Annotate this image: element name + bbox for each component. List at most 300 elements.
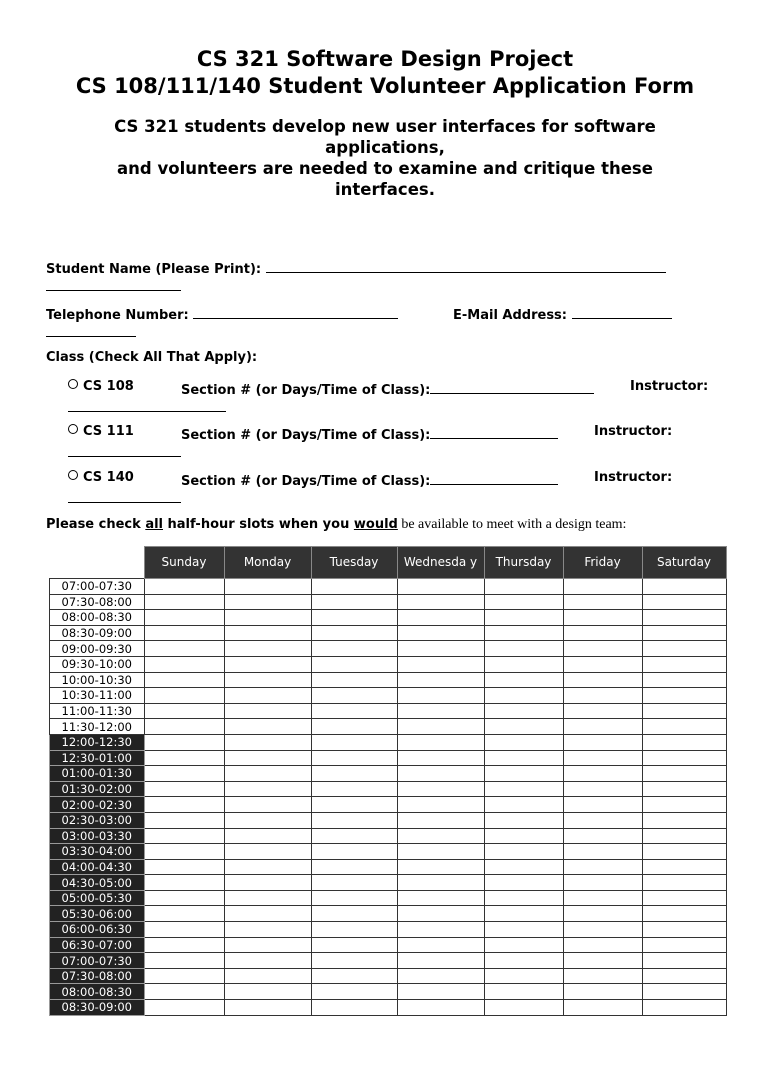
availability-cell[interactable] <box>397 953 484 969</box>
instructions-part-3: be available to meet with a design team: <box>397 517 627 532</box>
availability-cell[interactable] <box>484 688 563 704</box>
time-slot-label: 05:30-06:00 <box>50 906 145 922</box>
availability-cell[interactable] <box>224 750 311 766</box>
table-row <box>50 1000 727 1016</box>
availability-cell[interactable] <box>311 922 397 938</box>
table-row <box>50 750 727 766</box>
table-row <box>50 812 727 828</box>
availability-cell[interactable] <box>224 688 311 704</box>
telephone-field[interactable] <box>193 304 398 319</box>
table-row <box>50 781 727 797</box>
availability-cell[interactable] <box>642 610 726 626</box>
availability-cell[interactable] <box>144 844 224 860</box>
availability-cell[interactable] <box>642 703 726 719</box>
availability-table <box>49 546 727 1016</box>
availability-cell[interactable] <box>397 890 484 906</box>
availability-cell[interactable] <box>144 1000 224 1016</box>
availability-cell[interactable] <box>484 781 563 797</box>
availability-cell[interactable] <box>642 750 726 766</box>
table-row <box>50 859 727 875</box>
availability-cell[interactable] <box>311 625 397 641</box>
instructor-label-cs108: Instructor: <box>630 379 709 394</box>
availability-cell[interactable] <box>642 781 726 797</box>
form-title <box>0 46 770 100</box>
availability-cell[interactable] <box>397 875 484 891</box>
availability-cell[interactable] <box>224 984 311 1000</box>
form-subtitle <box>75 116 695 200</box>
availability-cell[interactable] <box>642 579 726 595</box>
availability-cell[interactable] <box>563 625 642 641</box>
section-label-cs108: Section # (or Days/Time of Class): <box>181 383 431 398</box>
class-name-cs140: CS 140 <box>83 470 134 485</box>
availability-cell[interactable] <box>144 579 224 595</box>
availability-cell[interactable] <box>144 937 224 953</box>
day-header: Sunday <box>144 547 224 579</box>
availability-cell[interactable] <box>224 579 311 595</box>
availability-cell[interactable] <box>563 953 642 969</box>
table-row <box>50 703 727 719</box>
table-row <box>50 594 727 610</box>
student-name-row <box>46 258 666 277</box>
availability-cell[interactable] <box>642 672 726 688</box>
availability-cell[interactable] <box>642 656 726 672</box>
availability-cell[interactable] <box>642 953 726 969</box>
availability-cell[interactable] <box>144 906 224 922</box>
availability-cell[interactable] <box>397 797 484 813</box>
student-name-field[interactable] <box>266 258 666 273</box>
availability-cell[interactable] <box>397 844 484 860</box>
table-row <box>50 688 727 704</box>
availability-cell[interactable] <box>642 766 726 782</box>
availability-cell[interactable] <box>563 688 642 704</box>
availability-cell[interactable] <box>397 594 484 610</box>
availability-cell[interactable] <box>144 859 224 875</box>
availability-cell[interactable] <box>642 922 726 938</box>
availability-cell[interactable] <box>144 890 224 906</box>
availability-cell[interactable] <box>563 922 642 938</box>
availability-cell[interactable] <box>563 875 642 891</box>
availability-cell[interactable] <box>563 968 642 984</box>
availability-cell[interactable] <box>397 734 484 750</box>
time-slot-label: 06:30-07:00 <box>50 937 145 953</box>
availability-cell[interactable] <box>224 734 311 750</box>
time-slot-label: 08:30-09:00 <box>50 1000 145 1016</box>
availability-cell[interactable] <box>397 579 484 595</box>
time-slot-label: 06:00-06:30 <box>50 922 145 938</box>
class-option-cs140[interactable] <box>68 470 134 485</box>
availability-cell[interactable] <box>224 859 311 875</box>
availability-cell[interactable] <box>311 859 397 875</box>
availability-cell[interactable] <box>484 844 563 860</box>
availability-cell[interactable] <box>563 890 642 906</box>
availability-cell[interactable] <box>484 594 563 610</box>
availability-cell[interactable] <box>311 766 397 782</box>
availability-cell[interactable] <box>144 781 224 797</box>
availability-cell[interactable] <box>311 656 397 672</box>
class-option-cs111[interactable] <box>68 424 134 439</box>
section-field-cs140[interactable] <box>430 470 558 485</box>
availability-cell[interactable] <box>311 719 397 735</box>
availability-cell[interactable] <box>484 656 563 672</box>
availability-cell[interactable] <box>642 734 726 750</box>
availability-cell[interactable] <box>397 610 484 626</box>
availability-cell[interactable] <box>311 641 397 657</box>
availability-cell[interactable] <box>397 859 484 875</box>
availability-cell[interactable] <box>484 797 563 813</box>
availability-cell[interactable] <box>311 797 397 813</box>
availability-cell[interactable] <box>484 828 563 844</box>
availability-cell[interactable] <box>397 766 484 782</box>
availability-cell[interactable] <box>563 579 642 595</box>
availability-cell[interactable] <box>397 828 484 844</box>
availability-cell[interactable] <box>397 625 484 641</box>
availability-cell[interactable] <box>484 953 563 969</box>
email-row <box>453 304 672 323</box>
availability-cell[interactable] <box>311 610 397 626</box>
availability-cell[interactable] <box>484 625 563 641</box>
availability-cell[interactable] <box>144 968 224 984</box>
availability-cell[interactable] <box>311 812 397 828</box>
availability-cell[interactable] <box>563 1000 642 1016</box>
availability-cell[interactable] <box>144 766 224 782</box>
availability-cell[interactable] <box>311 890 397 906</box>
radio-icon[interactable] <box>68 470 78 480</box>
table-row <box>50 656 727 672</box>
time-slot-label: 04:00-04:30 <box>50 859 145 875</box>
table-row <box>50 734 727 750</box>
availability-cell[interactable] <box>563 937 642 953</box>
availability-cell[interactable] <box>563 656 642 672</box>
availability-cell[interactable] <box>563 734 642 750</box>
availability-cell[interactable] <box>397 1000 484 1016</box>
time-slot-label: 02:00-02:30 <box>50 797 145 813</box>
time-slot-label: 10:30-11:00 <box>50 688 145 704</box>
time-slot-label: 07:00-07:30 <box>50 953 145 969</box>
day-header: Saturday <box>642 547 726 579</box>
availability-cell[interactable] <box>311 968 397 984</box>
availability-cell[interactable] <box>642 719 726 735</box>
availability-cell[interactable] <box>642 875 726 891</box>
availability-cell[interactable] <box>311 688 397 704</box>
availability-cell[interactable] <box>642 844 726 860</box>
availability-cell[interactable] <box>224 937 311 953</box>
availability-cell[interactable] <box>397 937 484 953</box>
availability-cell[interactable] <box>642 594 726 610</box>
availability-cell[interactable] <box>397 922 484 938</box>
section-row-cs111 <box>181 424 558 443</box>
table-row <box>50 610 727 626</box>
availability-cell[interactable] <box>397 656 484 672</box>
availability-cell[interactable] <box>563 781 642 797</box>
availability-cell[interactable] <box>224 890 311 906</box>
availability-cell[interactable] <box>484 719 563 735</box>
section-field-cs111[interactable] <box>430 424 558 439</box>
day-header: Tuesday <box>311 547 397 579</box>
availability-cell[interactable] <box>563 594 642 610</box>
availability-cell[interactable] <box>563 797 642 813</box>
class-option-cs108[interactable] <box>68 379 134 394</box>
table-row <box>50 828 727 844</box>
availability-cell[interactable] <box>563 828 642 844</box>
instructor-label-cs111: Instructor: <box>594 424 673 439</box>
availability-cell[interactable] <box>144 797 224 813</box>
availability-cell[interactable] <box>484 984 563 1000</box>
time-slot-label: 01:00-01:30 <box>50 766 145 782</box>
availability-cell[interactable] <box>144 688 224 704</box>
availability-cell[interactable] <box>224 594 311 610</box>
availability-cell[interactable] <box>563 906 642 922</box>
availability-cell[interactable] <box>144 610 224 626</box>
availability-cell[interactable] <box>224 656 311 672</box>
class-label: Class (Check All That Apply): <box>46 350 258 365</box>
application-form <box>0 46 770 1070</box>
availability-cell[interactable] <box>224 953 311 969</box>
availability-cell[interactable] <box>311 1000 397 1016</box>
availability-cell[interactable] <box>484 672 563 688</box>
table-row <box>50 625 727 641</box>
table-row <box>50 641 727 657</box>
instructor-field-cs111[interactable] <box>68 455 181 457</box>
availability-cell[interactable] <box>397 719 484 735</box>
availability-cell[interactable] <box>311 703 397 719</box>
availability-cell[interactable] <box>144 703 224 719</box>
availability-cell[interactable] <box>484 922 563 938</box>
telephone-label: Telephone Number: <box>46 308 189 323</box>
availability-cell[interactable] <box>144 812 224 828</box>
availability-cell[interactable] <box>311 828 397 844</box>
schedule-instructions <box>46 517 626 533</box>
availability-cell[interactable] <box>224 781 311 797</box>
availability-cell[interactable] <box>144 953 224 969</box>
email-field-continued[interactable] <box>46 335 136 337</box>
availability-cell[interactable] <box>563 610 642 626</box>
time-slot-label: 07:00-07:30 <box>50 579 145 595</box>
availability-cell[interactable] <box>311 875 397 891</box>
availability-cell[interactable] <box>642 812 726 828</box>
availability-cell[interactable] <box>397 906 484 922</box>
availability-cell[interactable] <box>144 828 224 844</box>
availability-cell[interactable] <box>224 906 311 922</box>
availability-cell[interactable] <box>144 922 224 938</box>
availability-cell[interactable] <box>484 812 563 828</box>
availability-cell[interactable] <box>311 953 397 969</box>
availability-cell[interactable] <box>642 859 726 875</box>
availability-cell[interactable] <box>563 672 642 688</box>
availability-cell[interactable] <box>224 922 311 938</box>
availability-cell[interactable] <box>144 641 224 657</box>
table-row <box>50 875 727 891</box>
title-line-1: CS 321 Software Design Project <box>196 47 574 71</box>
instructor-field-cs108[interactable] <box>68 410 226 412</box>
time-slot-label: 08:00-08:30 <box>50 984 145 1000</box>
availability-cell[interactable] <box>484 890 563 906</box>
availability-cell[interactable] <box>642 688 726 704</box>
availability-cell[interactable] <box>224 812 311 828</box>
availability-cell[interactable] <box>144 875 224 891</box>
availability-cell[interactable] <box>224 703 311 719</box>
table-row <box>50 906 727 922</box>
availability-cell[interactable] <box>484 703 563 719</box>
table-row <box>50 968 727 984</box>
availability-cell[interactable] <box>144 625 224 641</box>
day-header: Monday <box>224 547 311 579</box>
radio-icon[interactable] <box>68 424 78 434</box>
time-slot-label: 09:30-10:00 <box>50 656 145 672</box>
availability-cell[interactable] <box>224 719 311 735</box>
table-row <box>50 844 727 860</box>
availability-cell[interactable] <box>484 610 563 626</box>
availability-cell[interactable] <box>144 734 224 750</box>
availability-cell[interactable] <box>484 1000 563 1016</box>
table-row <box>50 579 727 595</box>
availability-cell[interactable] <box>311 937 397 953</box>
availability-cell[interactable] <box>484 937 563 953</box>
availability-cell[interactable] <box>224 828 311 844</box>
availability-cell[interactable] <box>224 766 311 782</box>
day-header: Thursday <box>484 547 563 579</box>
instructor-field-cs140[interactable] <box>68 501 181 503</box>
availability-cell[interactable] <box>397 812 484 828</box>
radio-icon[interactable] <box>68 379 78 389</box>
time-slot-label: 07:30-08:00 <box>50 594 145 610</box>
day-header: Friday <box>563 547 642 579</box>
availability-cell[interactable] <box>563 812 642 828</box>
availability-cell[interactable] <box>563 750 642 766</box>
instructions-would: would <box>353 517 398 532</box>
availability-cell[interactable] <box>397 781 484 797</box>
day-header: Wednesda y <box>397 547 484 579</box>
instructor-label-cs140: Instructor: <box>594 470 673 485</box>
availability-cell[interactable] <box>144 984 224 1000</box>
availability-cell[interactable] <box>224 844 311 860</box>
availability-cell[interactable] <box>397 672 484 688</box>
availability-cell[interactable] <box>642 906 726 922</box>
availability-cell[interactable] <box>311 734 397 750</box>
availability-cell[interactable] <box>397 688 484 704</box>
section-row-cs108 <box>181 379 594 398</box>
table-row <box>50 953 727 969</box>
availability-cell[interactable] <box>311 672 397 688</box>
availability-cell[interactable] <box>224 672 311 688</box>
time-slot-label: 10:00-10:30 <box>50 672 145 688</box>
section-row-cs140 <box>181 470 558 489</box>
availability-cell[interactable] <box>397 968 484 984</box>
table-row <box>50 672 727 688</box>
availability-cell[interactable] <box>563 641 642 657</box>
table-row <box>50 890 727 906</box>
instructions-all: all <box>145 517 163 532</box>
time-slot-label: 09:00-09:30 <box>50 641 145 657</box>
availability-cell[interactable] <box>484 906 563 922</box>
availability-cell[interactable] <box>642 968 726 984</box>
class-name-cs111: CS 111 <box>83 424 134 439</box>
availability-cell[interactable] <box>563 719 642 735</box>
availability-cell[interactable] <box>397 750 484 766</box>
availability-cell[interactable] <box>144 719 224 735</box>
time-slot-label: 07:30-08:00 <box>50 968 145 984</box>
availability-cell[interactable] <box>563 844 642 860</box>
availability-cell[interactable] <box>144 594 224 610</box>
availability-cell[interactable] <box>311 781 397 797</box>
availability-cell[interactable] <box>224 625 311 641</box>
availability-cell[interactable] <box>642 1000 726 1016</box>
availability-cell[interactable] <box>642 984 726 1000</box>
availability-cell[interactable] <box>484 968 563 984</box>
availability-cell[interactable] <box>311 844 397 860</box>
time-slot-label: 11:30-12:00 <box>50 719 145 735</box>
availability-cell[interactable] <box>397 703 484 719</box>
availability-cell[interactable] <box>563 984 642 1000</box>
availability-cell[interactable] <box>224 968 311 984</box>
section-field-cs108[interactable] <box>430 379 594 394</box>
class-name-cs108: CS 108 <box>83 379 134 394</box>
availability-cell[interactable] <box>642 641 726 657</box>
availability-cell[interactable] <box>563 766 642 782</box>
availability-cell[interactable] <box>484 734 563 750</box>
subtitle-line-1: CS 321 students develop new user interfaces for software applications, <box>114 117 656 157</box>
availability-cell[interactable] <box>224 875 311 891</box>
email-label: E-Mail Address: <box>453 308 567 323</box>
email-field[interactable] <box>572 304 672 319</box>
availability-cell[interactable] <box>484 750 563 766</box>
availability-cell[interactable] <box>642 890 726 906</box>
availability-cell[interactable] <box>224 610 311 626</box>
subtitle-line-2: and volunteers are needed to examine and critique these interfaces. <box>117 159 653 199</box>
availability-cell[interactable] <box>224 797 311 813</box>
availability-cell[interactable] <box>642 828 726 844</box>
availability-cell[interactable] <box>144 672 224 688</box>
availability-cell[interactable] <box>484 579 563 595</box>
time-slot-label: 11:00-11:30 <box>50 703 145 719</box>
time-slot-label: 12:30-01:00 <box>50 750 145 766</box>
availability-cell[interactable] <box>484 859 563 875</box>
availability-cell[interactable] <box>311 984 397 1000</box>
availability-cell[interactable] <box>484 766 563 782</box>
section-label-cs111: Section # (or Days/Time of Class): <box>181 428 431 443</box>
availability-cell[interactable] <box>563 703 642 719</box>
availability-cell[interactable] <box>397 984 484 1000</box>
availability-cell[interactable] <box>311 906 397 922</box>
availability-cell[interactable] <box>311 750 397 766</box>
availability-cell[interactable] <box>484 875 563 891</box>
time-slot-label: 08:30-09:00 <box>50 625 145 641</box>
student-name-field-continued[interactable] <box>46 289 181 291</box>
availability-cell[interactable] <box>397 641 484 657</box>
time-slot-label: 05:00-05:30 <box>50 890 145 906</box>
availability-cell[interactable] <box>311 594 397 610</box>
table-row <box>50 922 727 938</box>
title-line-2: CS 108/111/140 Student Volunteer Application Form <box>75 74 695 98</box>
availability-cell[interactable] <box>224 641 311 657</box>
availability-cell[interactable] <box>144 656 224 672</box>
time-slot-label: 12:00-12:30 <box>50 734 145 750</box>
availability-cell[interactable] <box>642 797 726 813</box>
availability-cell[interactable] <box>484 641 563 657</box>
time-slot-label: 03:00-03:30 <box>50 828 145 844</box>
time-slot-label: 03:30-04:00 <box>50 844 145 860</box>
table-row <box>50 937 727 953</box>
availability-cell[interactable] <box>311 579 397 595</box>
table-corner <box>50 547 145 579</box>
time-slot-label: 02:30-03:00 <box>50 812 145 828</box>
availability-cell[interactable] <box>642 625 726 641</box>
student-name-label: Student Name (Please Print): <box>46 262 262 277</box>
availability-cell[interactable] <box>563 859 642 875</box>
availability-cell[interactable] <box>224 1000 311 1016</box>
availability-cell[interactable] <box>642 937 726 953</box>
table-row <box>50 797 727 813</box>
availability-cell[interactable] <box>144 750 224 766</box>
